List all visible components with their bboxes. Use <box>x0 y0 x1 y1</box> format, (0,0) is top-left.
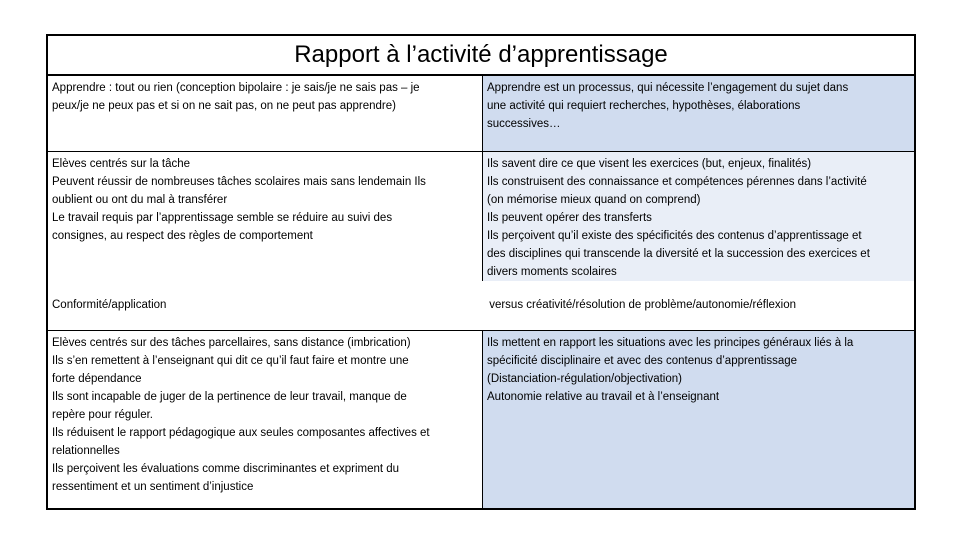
cell-line: successives… <box>487 118 561 130</box>
table-body <box>48 76 914 508</box>
cell-line: Ils perçoivent qu’il existe des spécificités des contenus d’apprentissage et <box>487 230 862 242</box>
left-cell <box>48 76 482 151</box>
cell-line: forte dépendance <box>52 373 142 385</box>
cell-line: (on mémorise mieux quand on comprend) <box>487 194 701 206</box>
table-row <box>48 152 914 281</box>
comparison-table <box>46 34 916 510</box>
cell-line: consignes, au respect des règles de comportement <box>52 230 313 242</box>
cell-line: Ils sont incapable de juger de la pertinence de leur travail, manque de <box>52 391 407 403</box>
right-cell <box>482 76 914 151</box>
cell-line: Le travail requis par l’apprentissage semble se réduire au suivi des <box>52 212 393 224</box>
table-row <box>48 331 914 508</box>
cell-line: Autonomie relative au travail et à l’enseignant <box>487 391 720 403</box>
cell-line: Ils construisent des connaissance et compétences pérennes dans l’activité <box>487 176 867 188</box>
table-row <box>48 281 914 331</box>
cell-line: Elèves centrés sur la tâche <box>52 158 191 170</box>
left-cell <box>48 331 482 508</box>
cell-line: repère pour réguler. <box>52 409 154 421</box>
cell-line: Ils mettent en rapport les situations avec les principes généraux liés à la <box>487 337 854 349</box>
cell-line: Ils perçoivent les évaluations comme discriminantes et expriment du <box>52 463 400 475</box>
left-cell <box>48 152 482 281</box>
left-cell <box>48 281 482 330</box>
cell-line: une activité qui requiert recherches, hypothèses, élaborations <box>487 100 801 112</box>
cell-line: divers moments scolaires <box>487 266 617 278</box>
cell-line: (Distanciation-régulation/objectivation) <box>487 373 682 385</box>
cell-line: Ils s’en remettent à l’enseignant qui dit ce qu’il faut faire et montre une <box>52 355 409 367</box>
cell-line: peux/je ne peux pas et si on ne sait pas, on ne peut pas apprendre) <box>52 100 396 112</box>
cell-line: Elèves centrés sur des tâches parcellaires, sans distance (imbrication) <box>52 337 411 349</box>
cell-line: Apprendre : tout ou rien (conception bipolaire : je sais/je ne sais pas – je <box>52 82 420 94</box>
cell-line: spécificité disciplinaire et avec des contenus d’apprentissage <box>487 355 798 367</box>
cell-line: oublient ou ont du mal à transférer <box>52 194 228 206</box>
cell-line: Peuvent réussir de nombreuses tâches scolaires mais sans lendemain Ils <box>52 176 426 188</box>
cell-line: Ils savent dire ce que visent les exercices (but, enjeux, finalités) <box>487 158 812 170</box>
right-cell <box>482 281 914 330</box>
cell-line: des disciplines qui transcende la diversité et la succession des exercices et <box>487 248 870 260</box>
cell-line: versus créativité/résolution de problème/autonomie/réflexion <box>486 299 797 311</box>
table-row <box>48 76 914 152</box>
right-cell <box>482 152 914 281</box>
cell-line: relationnelles <box>52 445 120 457</box>
right-cell <box>482 331 914 508</box>
cell-line: Conformité/application <box>52 299 167 311</box>
cell-line: Apprendre est un processus, qui nécessite l’engagement du sujet dans <box>487 82 849 94</box>
cell-line: Ils peuvent opérer des transferts <box>487 212 652 224</box>
cell-line: ressentiment et un sentiment d’injustice <box>52 481 254 493</box>
cell-line: Ils réduisent le rapport pédagogique aux seules composantes affectives et <box>52 427 430 439</box>
table-title: Rapport à l’activité d’apprentissage <box>48 36 914 76</box>
